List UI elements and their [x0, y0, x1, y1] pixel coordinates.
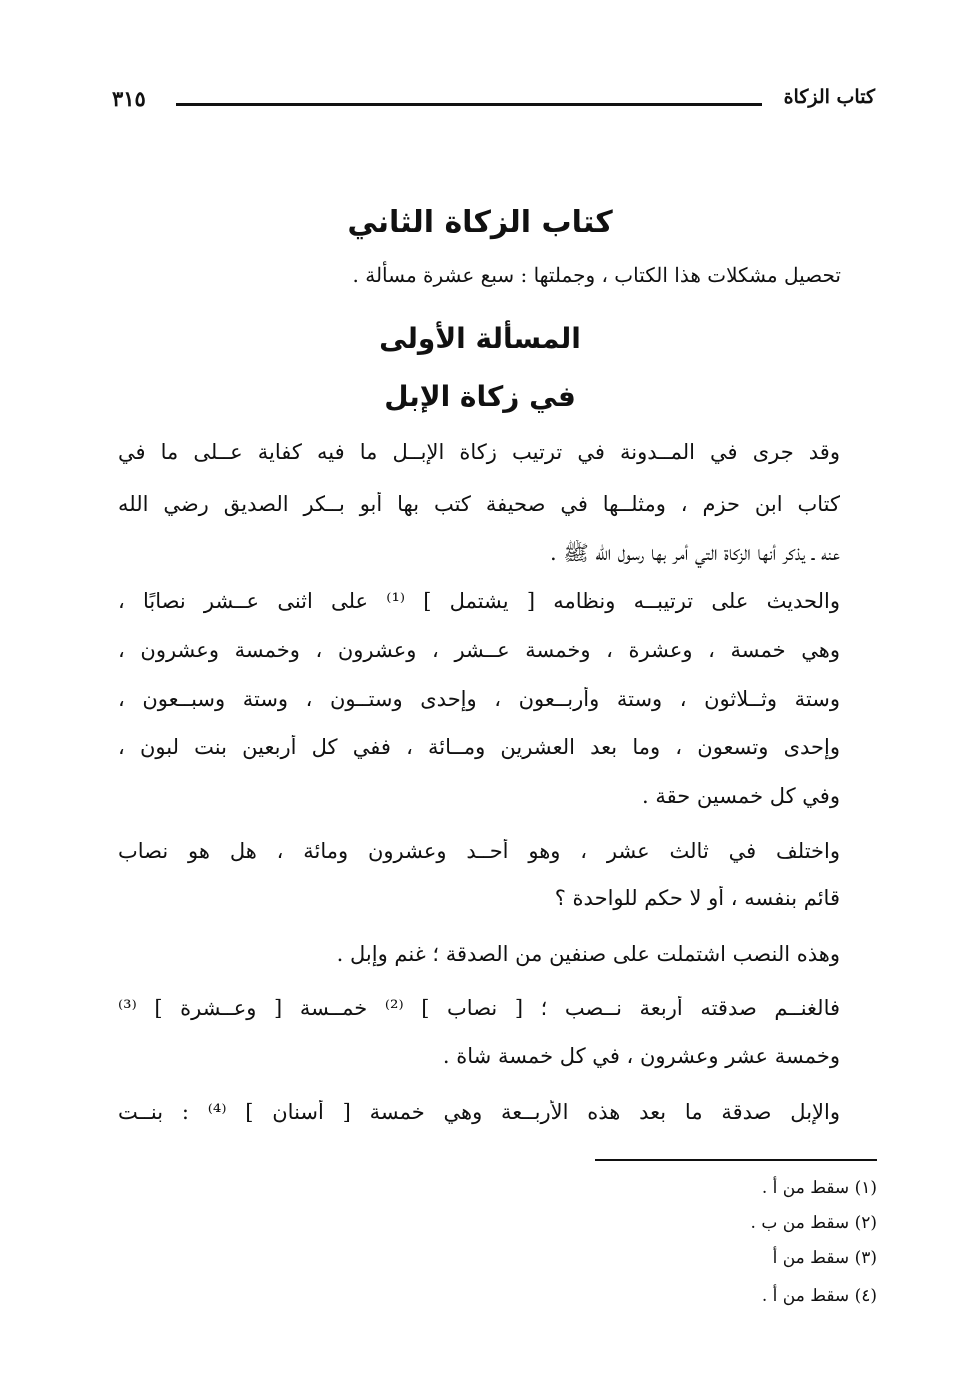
body-line: فالغنــم صدقته أربعة نــصب ؛ [ نصاب ] ⁽²⁾ خمــسة [ وعــشرة ] ⁽³⁾: [118, 996, 840, 1020]
body-line: وإحدى وتسعون ، وما بعد العشرين ومــائة ، ففي كل أربعين بنت لبون ،: [118, 735, 840, 759]
body-line: عنه ـ يذكر أنها الزكاة التي أمر بها رسول الله ﷺ .: [549, 541, 840, 565]
footnote-rule: [595, 1159, 877, 1161]
book-title: كتاب الزكاة الثاني: [347, 205, 613, 240]
header-rule: [176, 103, 762, 106]
footnote: (٢) سقط من ب .: [750, 1213, 877, 1233]
question-subtitle: في زكاة الإبل: [384, 380, 576, 413]
page-number: ٣١٥: [112, 86, 146, 111]
body-line: وهذه النصب اشتملت على صنفين من الصدقة ؛ غنم وإبل .: [336, 942, 840, 966]
running-header-title: كتاب الزكاة: [783, 86, 875, 108]
footnote: (٤) سقط من أ .: [761, 1286, 877, 1306]
body-line: وخمسة عشر وعشرون ، في كل خمسة شاة .: [442, 1044, 840, 1068]
intro-line: تحصيل مشكلات هذا الكتاب ، وجملتها : سبع عشرة مسألة .: [352, 263, 841, 287]
footnote: (١) سقط من أ .: [761, 1178, 877, 1198]
body-line: والإبل صدقة ما بعد هذه الأربــعة وهي خمسة [ أسنان ] ⁽⁴⁾ : بنــت: [118, 1100, 840, 1124]
body-line: وفي كل خمسين حقة .: [641, 784, 840, 808]
body-line: والحديث على ترتيبــه ونظامه [ يشتمل ] ⁽¹⁾ على اثنى عــشر نصابًا ،: [118, 589, 840, 613]
body-line: وهي خمسة ، وعشرة ، وخمسة عــشر ، وعشرون ، وخمسة وعشرون ،: [118, 638, 840, 662]
body-line: واختلف في ثالث عشر ، وهو أحــد وعشرون ومائة ، هل هو نصاب: [118, 839, 840, 863]
body-line: كتاب ابن حزم ، ومثلــها في صحيفة كتب بها أبو بــكر الصديق رضي الله: [118, 492, 840, 516]
body-line: قائم بنفسه ، أو لا حكم للواحدة ؟: [554, 886, 840, 910]
body-line: وقد جرى في المــدونة في ترتيب زكاة الإبــل ما فيه كفاية عــلى ما في: [118, 440, 840, 464]
body-line: وستة وثــلاثون ، وستة وأربــعون ، وإحدى وستــون ، وستة وسبــعون ،: [118, 687, 840, 711]
footnote: (٣) سقط من أ: [772, 1248, 877, 1268]
question-title: المسألة الأولى: [379, 322, 581, 355]
